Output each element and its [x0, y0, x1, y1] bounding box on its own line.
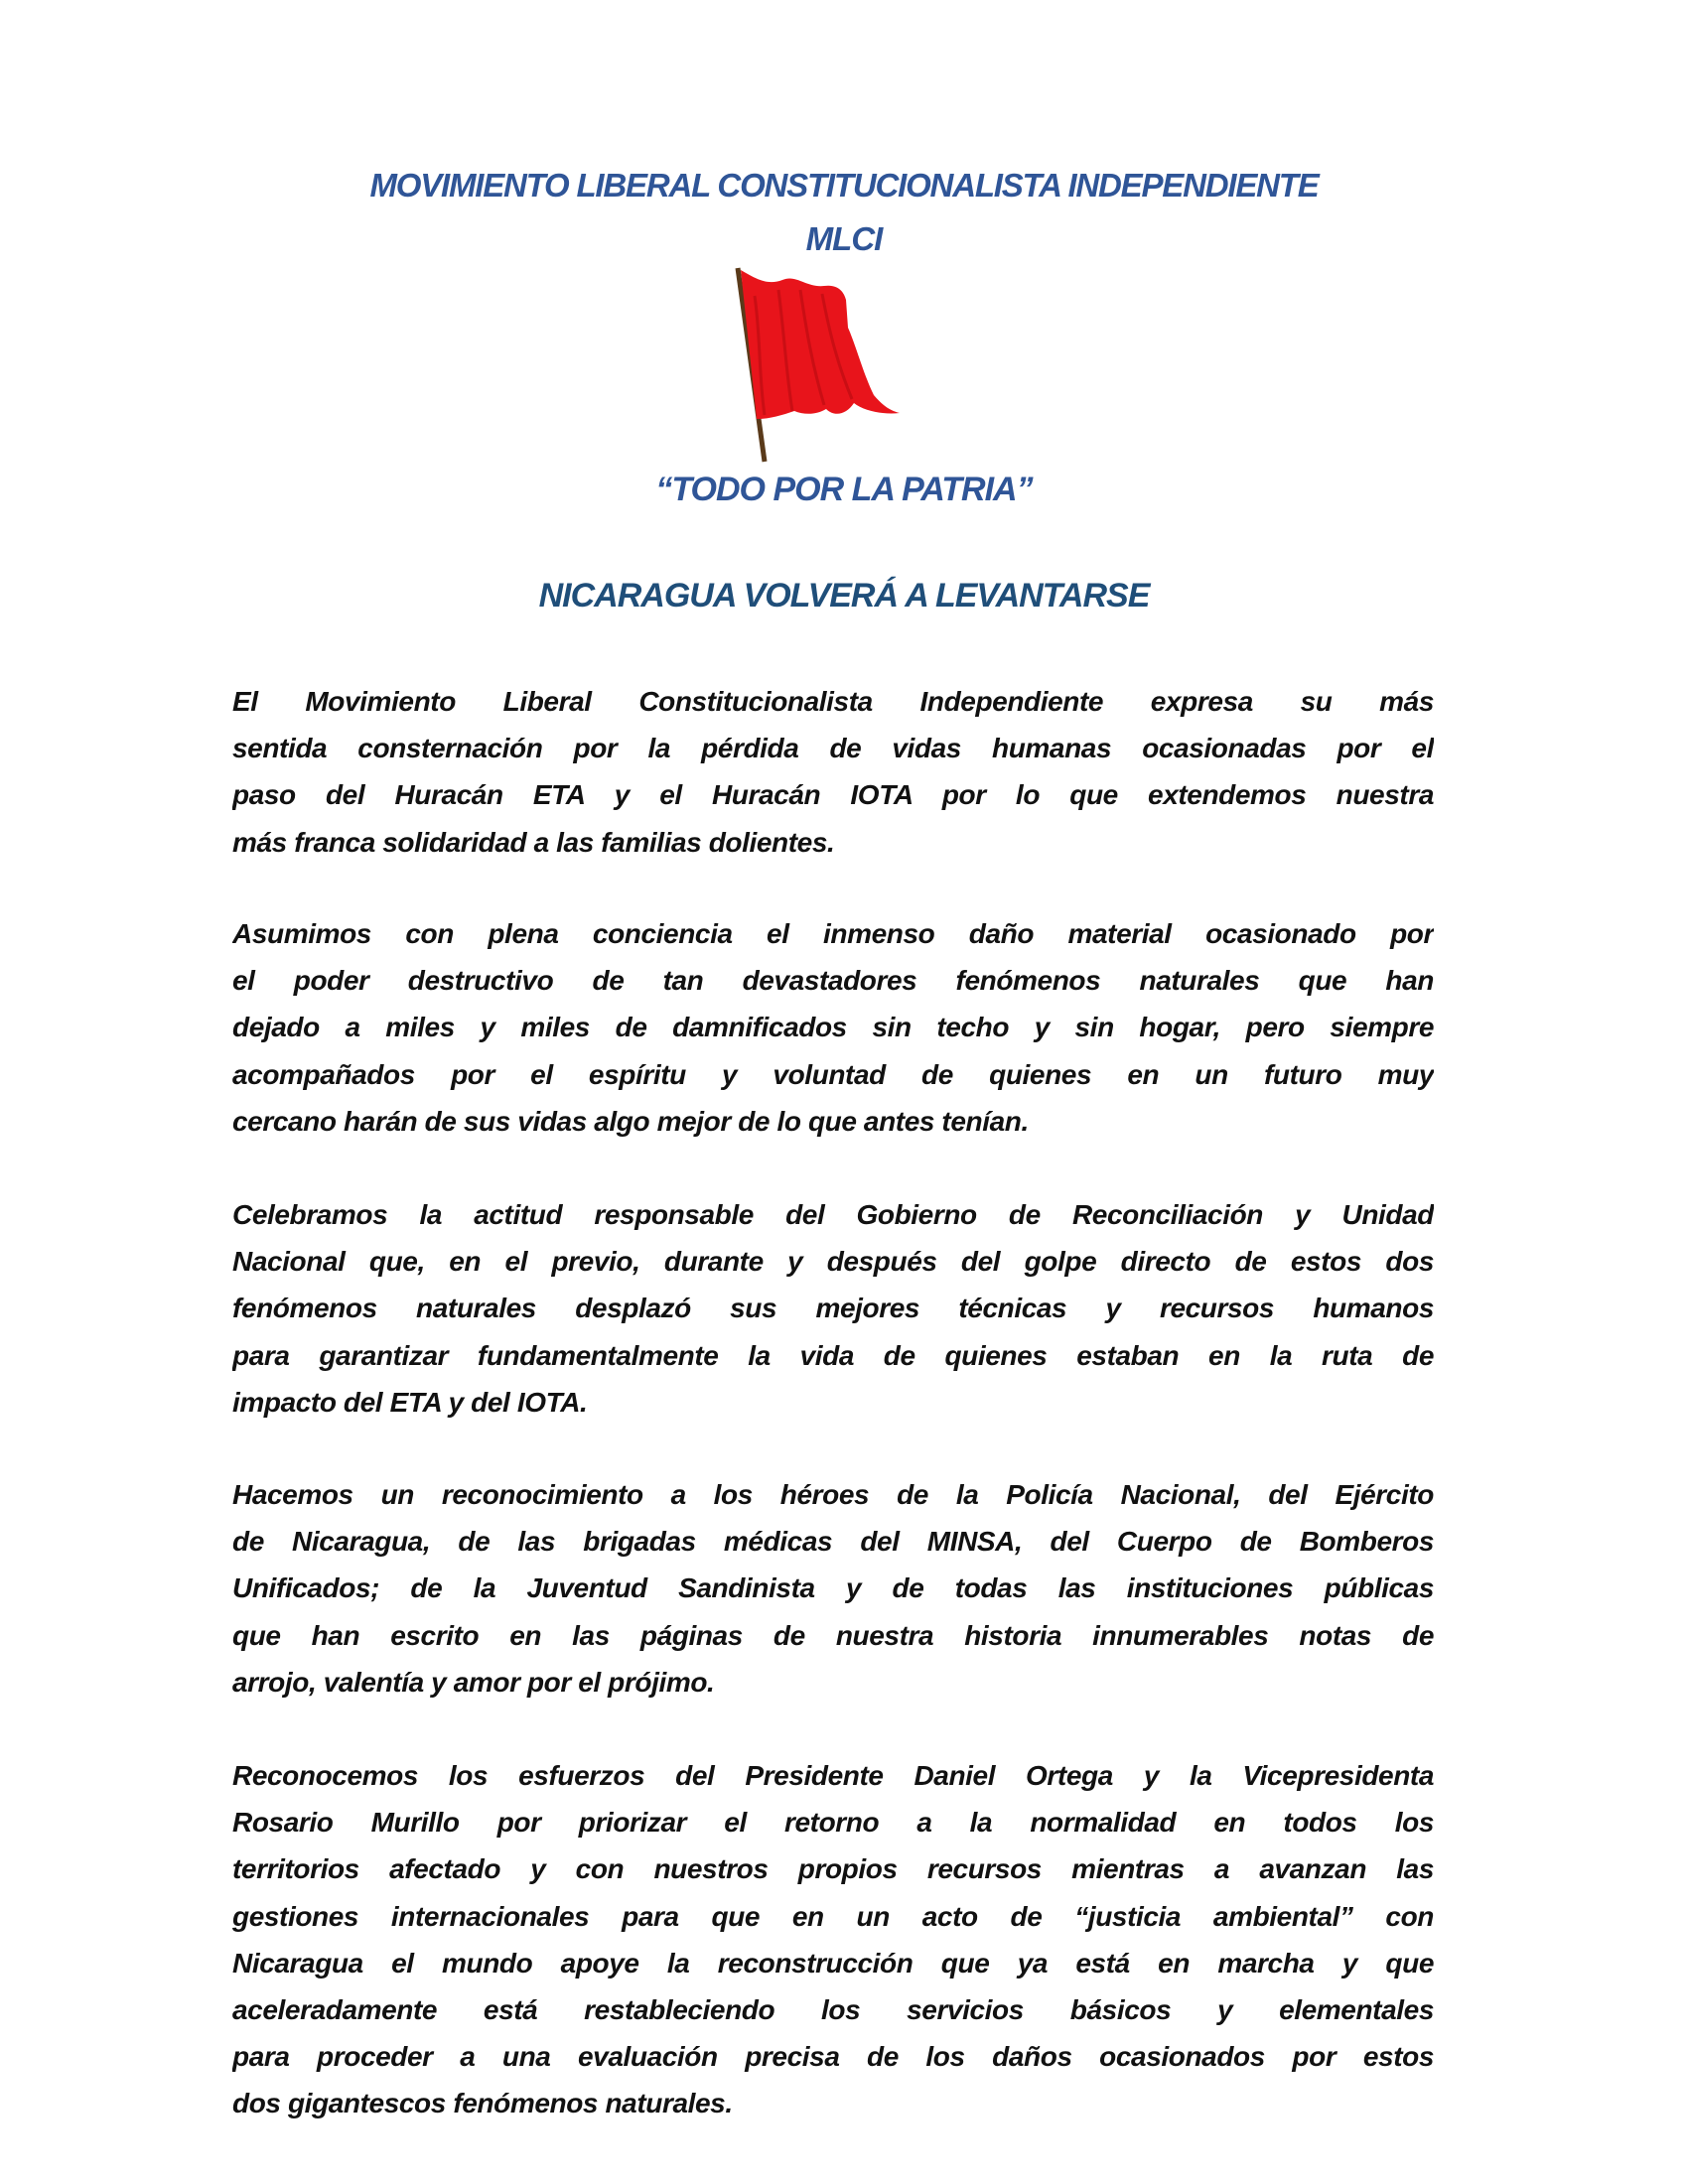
text-line: acompañados por el espíritu y voluntad de quienes en un futuro muy [232, 1058, 1434, 1090]
text-line: paso del Huracán ETA y el Huracán IOTA por lo que extendemos nuestra [232, 779, 1434, 811]
motto: “TODO POR LA PATRIA” [655, 471, 1033, 508]
text-line: impacto del ETA y del IOTA. [232, 1386, 588, 1418]
text-line: Reconocemos los esfuerzos del Presidente Daniel Ortega y la Vicepresidenta [232, 1760, 1434, 1791]
text-line: El Movimiento Liberal Constitucionalista Independiente expresa su más [232, 686, 1434, 717]
paragraph-government [232, 1191, 1434, 1426]
organization-acronym: MLCI [805, 220, 883, 257]
paragraph-condolences [232, 678, 1434, 866]
organization-title: MOVIMIENTO LIBERAL CONSTITUCIONALISTA INDEPENDIENTE [369, 167, 1319, 204]
text-line: Hacemos un reconocimiento a los héroes de la Policía Nacional, del Ejército [232, 1479, 1434, 1510]
text-line: territorios afectado y con nuestros propios recursos mientras a avanzan las [232, 1853, 1434, 1885]
text-line: arrojo, valentía y amor por el prójimo. [232, 1666, 715, 1698]
text-line: gestiones internacionales para que en un acto de “justicia ambiental” con [232, 1900, 1434, 1932]
text-line: Unificados; de la Juventud Sandinista y de todas las instituciones públicas [232, 1572, 1434, 1604]
headline: NICARAGUA VOLVERÁ A LEVANTARSE [538, 577, 1150, 614]
text-line: sentida consternación por la pérdida de vidas humanas ocasionadas por el [232, 733, 1434, 764]
text-line: aceleradamente está restableciendo los servicios básicos y elementales [232, 1993, 1434, 2025]
text-line: para garantizar fundamentalmente la vida de quienes estaban en la ruta de [232, 1339, 1434, 1371]
text-line: Rosario Murillo por priorizar el retorno a la normalidad en todos los [232, 1807, 1434, 1839]
text-line: cercano harán de sus vidas algo mejor de lo que antes tenían. [232, 1105, 1029, 1137]
paragraph-heroes [232, 1471, 1434, 1706]
text-line: Nicaragua el mundo apoye la reconstrucción que ya está en marcha y que [232, 1947, 1434, 1979]
text-line: dejado a miles y miles de damnificados sin techo y sin hogar, pero siempre [232, 1012, 1434, 1043]
text-line: Nacional que, en el previo, durante y después del golpe directo de estos dos [232, 1246, 1434, 1278]
text-line: el poder destructivo de tan devastadores fenómenos naturales que han [232, 965, 1434, 997]
text-line: para proceder a una evaluación precisa de los daños ocasionados por estos [232, 2041, 1434, 2073]
text-line: Asumimos con plena conciencia el inmenso daño material ocasionado por [232, 918, 1434, 949]
text-line: fenómenos naturales desplazó sus mejores técnicas y recursos humanos [232, 1293, 1434, 1324]
text-line: que han escrito en las páginas de nuestra historia innumerables notas de [232, 1619, 1434, 1651]
paragraph-damage [232, 910, 1434, 1145]
paragraph-reconstruction [232, 1752, 1434, 2127]
text-line: dos gigantescos fenómenos naturales. [232, 2088, 733, 2119]
text-line: Celebramos la actitud responsable del Gobierno de Reconciliación y Unidad [232, 1199, 1434, 1230]
text-line: más franca solidaridad a las familias dolientes. [232, 826, 835, 858]
red-flag-icon [735, 266, 938, 465]
text-line: de Nicaragua, de las brigadas médicas del MINSA, del Cuerpo de Bomberos [232, 1526, 1434, 1558]
